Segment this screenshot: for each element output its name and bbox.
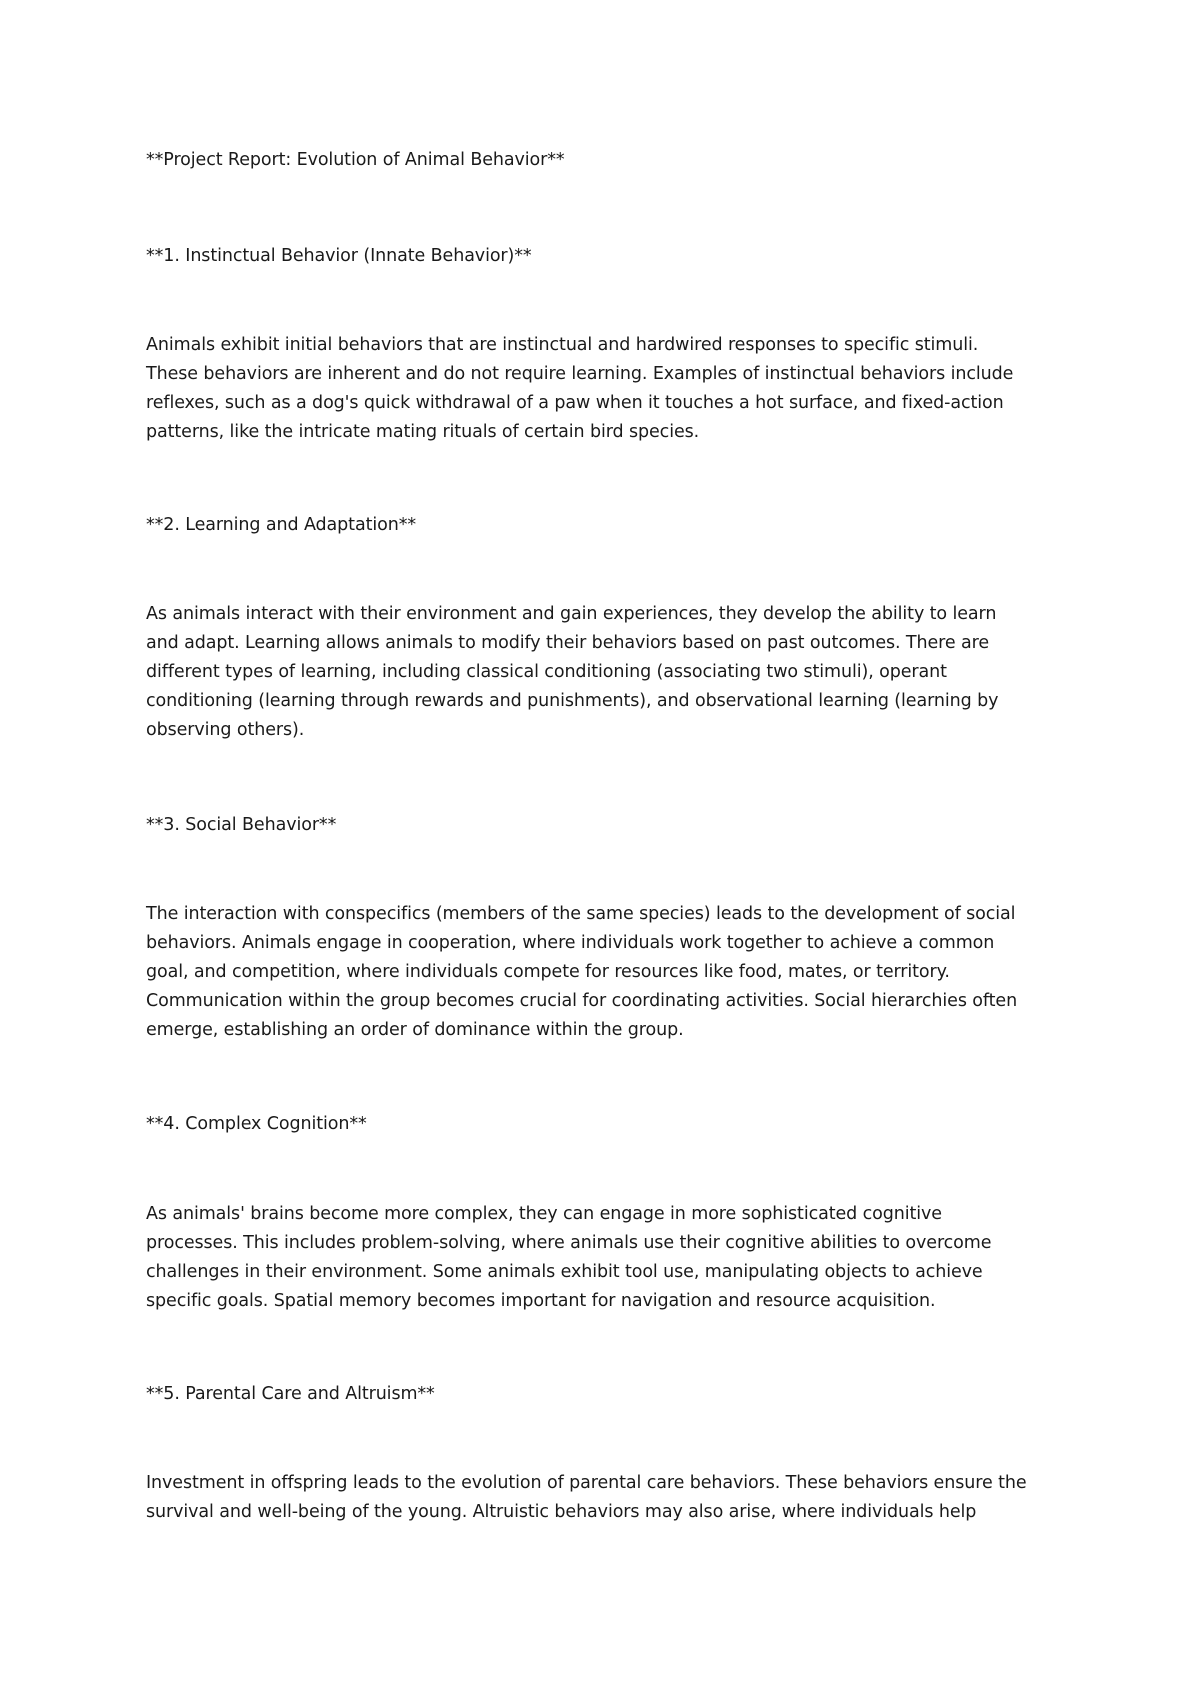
paragraph-line: and adapt. Learning allows animals to modify their behaviors based on past outcomes. There are [146, 633, 990, 653]
paragraph-line: emerge, establishing an order of dominance within the group. [146, 1020, 684, 1040]
section-heading-complex-cognition: **4. Complex Cognition** [146, 1114, 367, 1134]
paragraph-line: Animals exhibit initial behaviors that are instinctual and hardwired responses to specific stimuli. [146, 335, 979, 355]
paragraph-line: behaviors. Animals engage in cooperation, where individuals work together to achieve a common [146, 933, 995, 953]
paragraph-line: patterns, like the intricate mating rituals of certain bird species. [146, 422, 700, 442]
paragraph-line: specific goals. Spatial memory becomes important for navigation and resource acquisition. [146, 1291, 936, 1311]
section-heading-learning-adaptation: **2. Learning and Adaptation** [146, 515, 416, 535]
section-paragraph-social-behavior [146, 900, 1076, 1045]
section-heading-instinctual-behavior: **1. Instinctual Behavior (Innate Behavior)** [146, 246, 532, 266]
section-paragraph-parental-care [146, 1469, 1076, 1527]
paragraph-line: These behaviors are inherent and do not require learning. Examples of instinctual behaviors include [146, 364, 1014, 384]
document-title: **Project Report: Evolution of Animal Behavior** [146, 150, 565, 170]
paragraph-line: goal, and competition, where individuals compete for resources like food, mates, or territory. [146, 962, 950, 982]
section-heading-parental-care: **5. Parental Care and Altruism** [146, 1384, 435, 1404]
section-paragraph-instinctual-behavior [146, 331, 1076, 447]
paragraph-line: As animals interact with their environment and gain experiences, they develop the ability to learn [146, 604, 997, 624]
paragraph-line: The interaction with conspecifics (members of the same species) leads to the development of social [146, 904, 1016, 924]
paragraph-line: reflexes, such as a dog's quick withdrawal of a paw when it touches a hot surface, and fixed-action [146, 393, 1004, 413]
paragraph-line: As animals' brains become more complex, they can engage in more sophisticated cognitive [146, 1204, 942, 1224]
paragraph-line: survival and well-being of the young. Altruistic behaviors may also arise, where individuals help [146, 1502, 977, 1522]
paragraph-line: Investment in offspring leads to the evolution of parental care behaviors. These behaviors ensure the [146, 1473, 1027, 1493]
paragraph-line: challenges in their environment. Some animals exhibit tool use, manipulating objects to achieve [146, 1262, 983, 1282]
paragraph-line: different types of learning, including classical conditioning (associating two stimuli), operant [146, 662, 947, 682]
paragraph-line: Communication within the group becomes crucial for coordinating activities. Social hierarchies often [146, 991, 1018, 1011]
section-paragraph-complex-cognition [146, 1200, 1076, 1316]
paragraph-line: conditioning (learning through rewards and punishments), and observational learning (learning by [146, 691, 999, 711]
paragraph-line: processes. This includes problem-solving, where animals use their cognitive abilities to overcome [146, 1233, 992, 1253]
section-heading-social-behavior: **3. Social Behavior** [146, 815, 337, 835]
paragraph-line: observing others). [146, 720, 305, 740]
section-paragraph-learning-adaptation [146, 600, 1076, 745]
